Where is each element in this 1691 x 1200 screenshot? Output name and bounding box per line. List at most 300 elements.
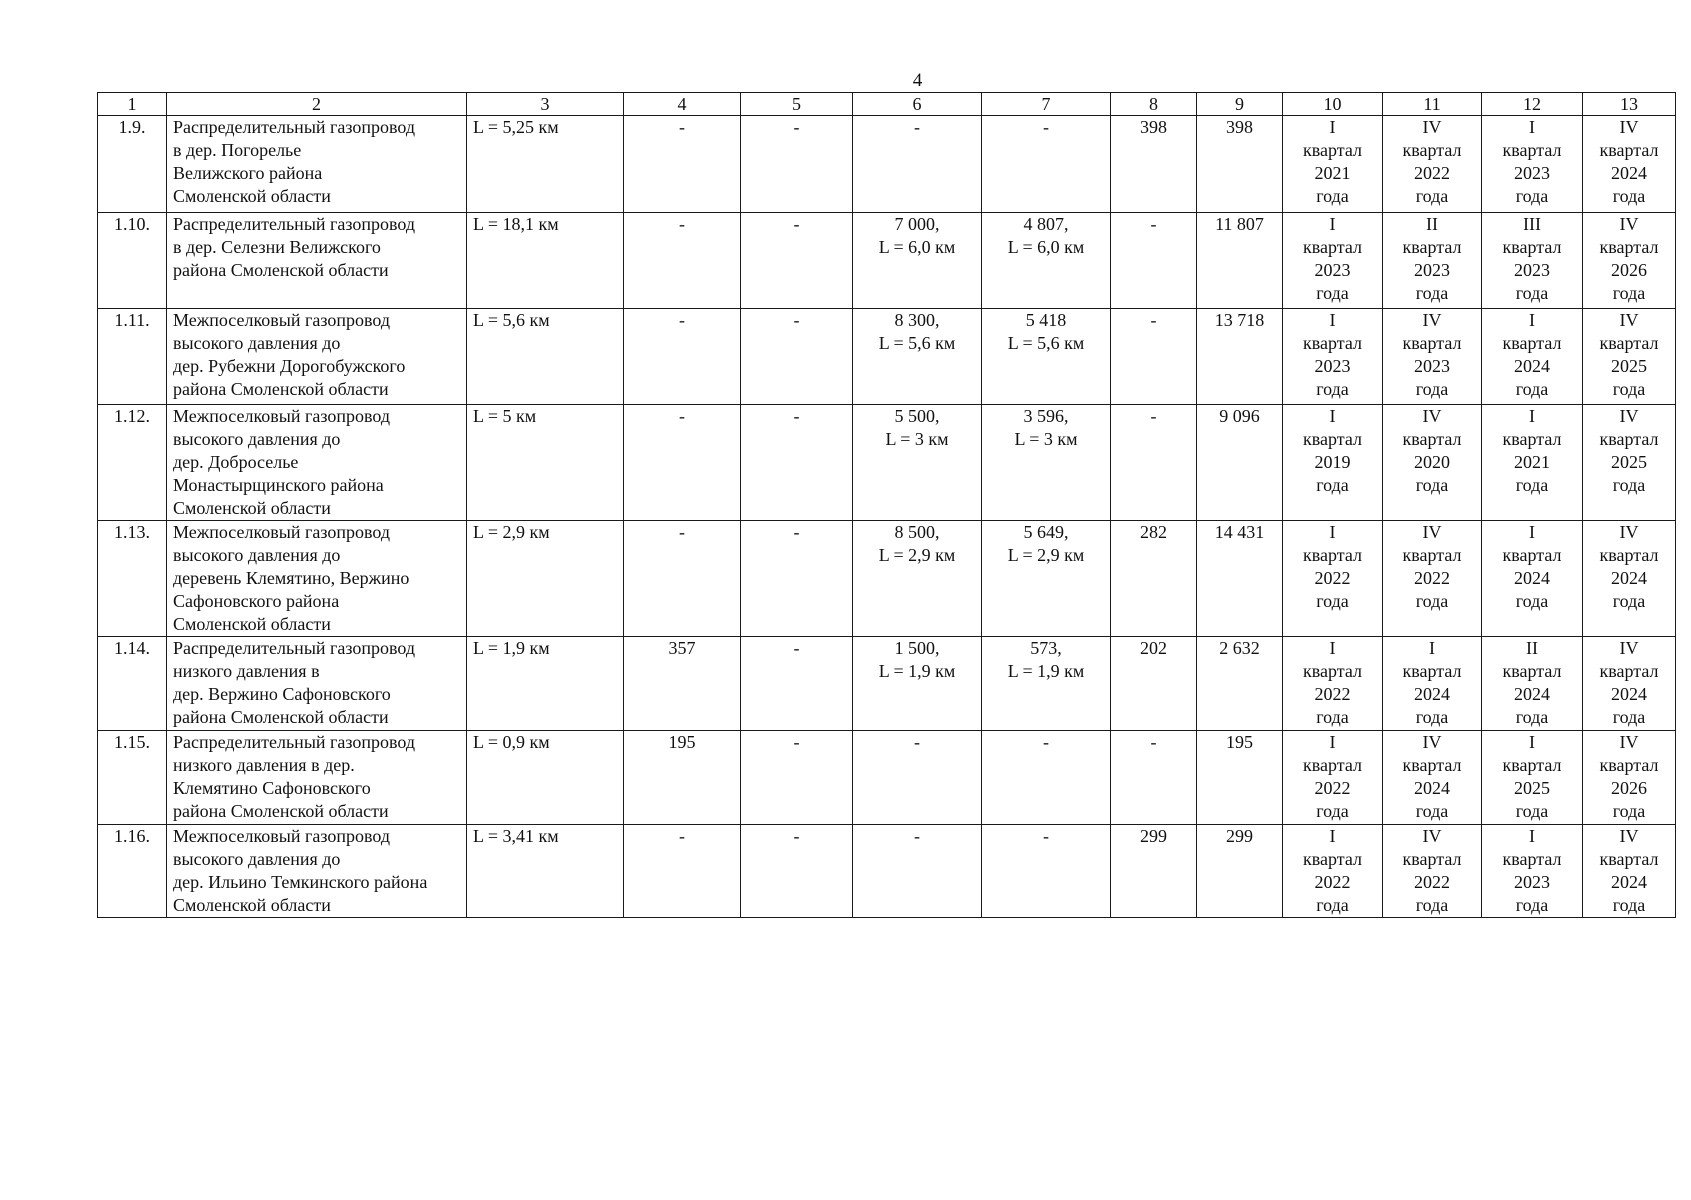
object-name-line: Распределительный газопровод bbox=[173, 638, 416, 658]
year-word: года bbox=[1515, 801, 1549, 821]
quarter-roman: IV bbox=[1619, 826, 1639, 846]
quarter-year: 2022 bbox=[1314, 568, 1351, 588]
year-word: года bbox=[1415, 379, 1449, 399]
value-col-6 bbox=[853, 731, 982, 825]
value-col-8: 282 bbox=[1111, 521, 1197, 637]
object-name-line: Клемятино Сафоновского bbox=[173, 778, 371, 798]
quarter-year: 2026 bbox=[1611, 778, 1647, 798]
year-word: года bbox=[1415, 895, 1449, 915]
quarter-13 bbox=[1583, 116, 1676, 213]
table-row bbox=[98, 213, 1676, 309]
quarter-word: квартал bbox=[1502, 429, 1562, 449]
quarter-year: 2024 bbox=[1514, 568, 1550, 588]
quarter-word: квартал bbox=[1303, 755, 1362, 775]
value-col-9: 398 bbox=[1197, 116, 1283, 213]
year-word: года bbox=[1316, 379, 1349, 399]
object-name-line: высокого давления до bbox=[173, 429, 341, 449]
value-col-6 bbox=[853, 637, 982, 731]
year-word: года bbox=[1612, 475, 1646, 495]
quarter-10 bbox=[1283, 309, 1383, 405]
year-word: года bbox=[1612, 186, 1646, 206]
quarter-year: 2022 bbox=[1314, 778, 1351, 798]
quarter-year: 2024 bbox=[1611, 684, 1647, 704]
column-header-12: 12 bbox=[1482, 93, 1583, 116]
quarter-word: квартал bbox=[1402, 755, 1462, 775]
quarter-word: квартал bbox=[1599, 429, 1659, 449]
quarter-13 bbox=[1583, 309, 1676, 405]
quarter-10 bbox=[1283, 213, 1383, 309]
value-col-6-line: 8 500, bbox=[894, 522, 940, 542]
quarter-roman: IV bbox=[1619, 117, 1639, 137]
quarter-13 bbox=[1583, 405, 1676, 521]
value-col-7 bbox=[982, 405, 1111, 521]
quarter-word: квартал bbox=[1599, 849, 1659, 869]
quarter-roman: IV bbox=[1619, 638, 1639, 658]
value-col-6 bbox=[853, 825, 982, 918]
value-col-9: 11 807 bbox=[1197, 213, 1283, 309]
value-col-9: 2 632 bbox=[1197, 637, 1283, 731]
year-word: года bbox=[1415, 707, 1449, 727]
value-col-7-line: - bbox=[1043, 826, 1049, 846]
pipeline-length: L = 5,25 км bbox=[467, 116, 624, 213]
object-name-line: дер. Вержино Сафоновского bbox=[173, 684, 391, 704]
table-row bbox=[98, 637, 1676, 731]
value-col-7-line: 4 807, bbox=[1023, 214, 1069, 234]
quarter-12 bbox=[1482, 637, 1583, 731]
quarter-word: квартал bbox=[1303, 333, 1362, 353]
year-word: года bbox=[1415, 475, 1449, 495]
quarter-roman: IV bbox=[1422, 732, 1442, 752]
quarter-year: 2023 bbox=[1514, 163, 1550, 183]
value-col-5: - bbox=[741, 405, 853, 521]
row-number: 1.15. bbox=[98, 731, 167, 825]
year-word: года bbox=[1515, 186, 1549, 206]
pipeline-length: L = 1,9 км bbox=[467, 637, 624, 731]
quarter-roman: IV bbox=[1422, 310, 1442, 330]
quarter-roman: I bbox=[1529, 522, 1535, 542]
quarter-13 bbox=[1583, 521, 1676, 637]
year-word: года bbox=[1415, 283, 1449, 303]
object-name-line: высокого давления до bbox=[173, 333, 341, 353]
column-header-2: 2 bbox=[167, 93, 467, 116]
quarter-word: квартал bbox=[1599, 237, 1659, 257]
quarter-year: 2025 bbox=[1611, 452, 1647, 472]
quarter-word: квартал bbox=[1599, 661, 1659, 681]
object-name-line: Межпоселковый газопровод bbox=[173, 826, 391, 846]
object-name-line: Смоленской области bbox=[173, 186, 331, 206]
object-name bbox=[167, 405, 467, 521]
object-name-line: Смоленской области bbox=[173, 895, 331, 915]
value-col-7 bbox=[982, 116, 1111, 213]
quarter-word: квартал bbox=[1303, 237, 1362, 257]
year-word: года bbox=[1316, 895, 1349, 915]
quarter-11 bbox=[1383, 405, 1482, 521]
quarter-year: 2024 bbox=[1514, 356, 1550, 376]
object-name-line: низкого давления в bbox=[173, 661, 320, 681]
value-col-6-line: L = 6,0 км bbox=[878, 237, 956, 257]
quarter-word: квартал bbox=[1599, 140, 1659, 160]
quarter-year: 2021 bbox=[1314, 163, 1351, 183]
object-name-line: дер. Рубежни Дорогобужского bbox=[173, 356, 406, 376]
quarter-year: 2022 bbox=[1414, 872, 1450, 892]
table-row bbox=[98, 405, 1676, 521]
year-word: года bbox=[1612, 801, 1646, 821]
value-col-5: - bbox=[741, 213, 853, 309]
quarter-roman: I bbox=[1529, 310, 1535, 330]
object-name-line: высокого давления до bbox=[173, 545, 341, 565]
quarter-word: квартал bbox=[1502, 333, 1562, 353]
quarter-word: квартал bbox=[1402, 140, 1462, 160]
pipeline-length: L = 18,1 км bbox=[467, 213, 624, 309]
value-col-4: - bbox=[624, 213, 741, 309]
quarter-13 bbox=[1583, 637, 1676, 731]
column-header-6: 6 bbox=[853, 93, 982, 116]
quarter-11 bbox=[1383, 521, 1482, 637]
quarter-year: 2025 bbox=[1611, 356, 1647, 376]
value-col-7 bbox=[982, 309, 1111, 405]
quarter-13 bbox=[1583, 825, 1676, 918]
object-name-line: Распределительный газопровод bbox=[173, 117, 416, 137]
value-col-7-line: - bbox=[1043, 732, 1049, 752]
quarter-year: 2023 bbox=[1314, 356, 1351, 376]
quarter-roman: I bbox=[1529, 826, 1535, 846]
quarter-roman: I bbox=[1329, 826, 1336, 846]
value-col-7 bbox=[982, 213, 1111, 309]
quarter-word: квартал bbox=[1502, 237, 1562, 257]
quarter-year: 2023 bbox=[1414, 356, 1450, 376]
value-col-6-line: L = 1,9 км bbox=[878, 661, 956, 681]
object-name-line: дер. Ильино Темкинского района bbox=[173, 872, 428, 892]
value-col-8: 299 bbox=[1111, 825, 1197, 918]
year-word: года bbox=[1415, 186, 1449, 206]
value-col-4: 357 bbox=[624, 637, 741, 731]
object-name-line: Велижского района bbox=[173, 163, 323, 183]
quarter-year: 2023 bbox=[1514, 872, 1550, 892]
quarter-word: квартал bbox=[1303, 849, 1362, 869]
year-word: года bbox=[1612, 591, 1646, 611]
value-col-4: - bbox=[624, 521, 741, 637]
quarter-11 bbox=[1383, 116, 1482, 213]
quarter-word: квартал bbox=[1502, 545, 1562, 565]
quarter-13 bbox=[1583, 731, 1676, 825]
row-number: 1.13. bbox=[98, 521, 167, 637]
quarter-word: квартал bbox=[1402, 661, 1462, 681]
object-name bbox=[167, 731, 467, 825]
quarter-12 bbox=[1482, 405, 1583, 521]
row-number: 1.11. bbox=[98, 309, 167, 405]
quarter-roman: I bbox=[1329, 638, 1336, 658]
year-word: года bbox=[1515, 283, 1549, 303]
value-col-7-line: L = 6,0 км bbox=[1007, 237, 1085, 257]
quarter-word: квартал bbox=[1502, 661, 1562, 681]
value-col-8: - bbox=[1111, 405, 1197, 521]
value-col-7-line: 5 649, bbox=[1023, 522, 1069, 542]
value-col-8: 202 bbox=[1111, 637, 1197, 731]
value-col-5: - bbox=[741, 309, 853, 405]
year-word: года bbox=[1612, 283, 1646, 303]
object-name-line: района Смоленской области bbox=[173, 379, 389, 399]
quarter-word: квартал bbox=[1502, 755, 1562, 775]
quarter-year: 2022 bbox=[1414, 568, 1450, 588]
value-col-7-line: 3 596, bbox=[1023, 406, 1069, 426]
quarter-word: квартал bbox=[1303, 661, 1362, 681]
quarter-year: 2022 bbox=[1414, 163, 1450, 183]
value-col-6-line: 5 500, bbox=[894, 406, 940, 426]
column-header-10: 10 bbox=[1283, 93, 1383, 116]
object-name-line: Распределительный газопровод bbox=[173, 214, 416, 234]
year-word: года bbox=[1316, 283, 1349, 303]
year-word: года bbox=[1612, 895, 1646, 915]
quarter-11 bbox=[1383, 309, 1482, 405]
quarter-roman: III bbox=[1523, 214, 1541, 234]
quarter-10 bbox=[1283, 731, 1383, 825]
column-header-3: 3 bbox=[467, 93, 624, 116]
quarter-roman: IV bbox=[1619, 732, 1639, 752]
object-name bbox=[167, 309, 467, 405]
quarter-year: 2023 bbox=[1414, 260, 1450, 280]
quarter-roman: I bbox=[1329, 522, 1336, 542]
value-col-9: 13 718 bbox=[1197, 309, 1283, 405]
object-name-line: района Смоленской области bbox=[173, 260, 389, 280]
value-col-6-line: 1 500, bbox=[894, 638, 940, 658]
quarter-11 bbox=[1383, 213, 1482, 309]
column-header-11: 11 bbox=[1383, 93, 1482, 116]
quarter-word: квартал bbox=[1402, 333, 1462, 353]
value-col-4: - bbox=[624, 405, 741, 521]
value-col-6 bbox=[853, 116, 982, 213]
quarter-roman: IV bbox=[1422, 826, 1442, 846]
value-col-8: - bbox=[1111, 213, 1197, 309]
year-word: года bbox=[1316, 801, 1349, 821]
quarter-year: 2023 bbox=[1514, 260, 1550, 280]
quarter-roman: IV bbox=[1619, 214, 1639, 234]
quarter-year: 2021 bbox=[1514, 452, 1550, 472]
quarter-roman: II bbox=[1426, 214, 1438, 234]
quarter-12 bbox=[1482, 825, 1583, 918]
row-number: 1.9. bbox=[98, 116, 167, 213]
object-name-line: района Смоленской области bbox=[173, 801, 389, 821]
column-number-row bbox=[98, 93, 1676, 116]
quarter-11 bbox=[1383, 637, 1482, 731]
year-word: года bbox=[1612, 379, 1646, 399]
quarter-word: квартал bbox=[1303, 140, 1362, 160]
column-header-1: 1 bbox=[98, 93, 167, 116]
value-col-9: 299 bbox=[1197, 825, 1283, 918]
quarter-roman: I bbox=[1329, 406, 1336, 426]
value-col-6-line: - bbox=[914, 826, 920, 846]
value-col-5: - bbox=[741, 825, 853, 918]
object-name-line: района Смоленской области bbox=[173, 707, 389, 727]
object-name bbox=[167, 213, 467, 309]
quarter-roman: I bbox=[1529, 732, 1535, 752]
year-word: года bbox=[1316, 591, 1349, 611]
value-col-6 bbox=[853, 309, 982, 405]
year-word: года bbox=[1515, 379, 1549, 399]
quarter-12 bbox=[1482, 521, 1583, 637]
quarter-10 bbox=[1283, 637, 1383, 731]
quarter-year: 2019 bbox=[1314, 452, 1351, 472]
quarter-roman: I bbox=[1529, 406, 1535, 426]
column-header-4: 4 bbox=[624, 93, 741, 116]
year-word: года bbox=[1612, 707, 1646, 727]
quarter-roman: I bbox=[1529, 117, 1535, 137]
quarter-year: 2024 bbox=[1514, 684, 1550, 704]
pipeline-length: L = 5 км bbox=[467, 405, 624, 521]
quarter-word: квартал bbox=[1599, 333, 1659, 353]
page-number: 4 bbox=[912, 70, 923, 91]
year-word: года bbox=[1515, 895, 1549, 915]
value-col-7 bbox=[982, 825, 1111, 918]
column-header-13: 13 bbox=[1583, 93, 1676, 116]
row-number: 1.12. bbox=[98, 405, 167, 521]
object-name bbox=[167, 116, 467, 213]
quarter-10 bbox=[1283, 825, 1383, 918]
object-name-line: в дер. Селезни Велижского bbox=[173, 237, 381, 257]
value-col-6-line: 8 300, bbox=[894, 310, 940, 330]
row-number: 1.16. bbox=[98, 825, 167, 918]
table-row bbox=[98, 731, 1676, 825]
quarter-year: 2026 bbox=[1611, 260, 1647, 280]
quarter-10 bbox=[1283, 405, 1383, 521]
quarter-12 bbox=[1482, 213, 1583, 309]
quarter-word: квартал bbox=[1402, 545, 1462, 565]
object-name-line: деревень Клемятино, Вержино bbox=[173, 568, 410, 588]
table-row bbox=[98, 521, 1676, 637]
object-name-line: Распределительный газопровод bbox=[173, 732, 416, 752]
object-name-line: высокого давления до bbox=[173, 849, 341, 869]
column-header-9: 9 bbox=[1197, 93, 1283, 116]
value-col-6 bbox=[853, 521, 982, 637]
value-col-8: 398 bbox=[1111, 116, 1197, 213]
value-col-6-line: L = 5,6 км bbox=[878, 333, 956, 353]
value-col-8: - bbox=[1111, 309, 1197, 405]
pipeline-length: L = 0,9 км bbox=[467, 731, 624, 825]
quarter-year: 2024 bbox=[1414, 778, 1450, 798]
object-name-line: дер. Доброселье bbox=[173, 452, 299, 472]
pipeline-length: L = 2,9 км bbox=[467, 521, 624, 637]
quarter-11 bbox=[1383, 825, 1482, 918]
quarter-roman: IV bbox=[1619, 406, 1639, 426]
quarter-roman: IV bbox=[1422, 406, 1442, 426]
value-col-7 bbox=[982, 521, 1111, 637]
year-word: года bbox=[1316, 475, 1349, 495]
value-col-7-line: L = 1,9 км bbox=[1007, 661, 1085, 681]
value-col-7 bbox=[982, 637, 1111, 731]
quarter-year: 2025 bbox=[1514, 778, 1550, 798]
row-number: 1.14. bbox=[98, 637, 167, 731]
value-col-8: - bbox=[1111, 731, 1197, 825]
column-header-5: 5 bbox=[741, 93, 853, 116]
object-name bbox=[167, 825, 467, 918]
table-row bbox=[98, 309, 1676, 405]
quarter-12 bbox=[1482, 731, 1583, 825]
object-name-line: Сафоновского района bbox=[173, 591, 340, 611]
quarter-word: квартал bbox=[1303, 429, 1362, 449]
value-col-6-line: - bbox=[914, 732, 920, 752]
value-col-4: - bbox=[624, 116, 741, 213]
value-col-7-line: 573, bbox=[1030, 638, 1062, 658]
value-col-9: 195 bbox=[1197, 731, 1283, 825]
quarter-roman: I bbox=[1329, 732, 1336, 752]
quarter-word: квартал bbox=[1599, 755, 1659, 775]
value-col-7-line: - bbox=[1043, 117, 1049, 137]
quarter-year: 2022 bbox=[1314, 684, 1351, 704]
value-col-9: 14 431 bbox=[1197, 521, 1283, 637]
quarter-year: 2020 bbox=[1414, 452, 1450, 472]
value-col-5: - bbox=[741, 521, 853, 637]
quarter-roman: I bbox=[1329, 310, 1336, 330]
value-col-7-line: L = 3 км bbox=[1014, 429, 1078, 449]
table-body bbox=[98, 116, 1676, 918]
quarter-12 bbox=[1482, 116, 1583, 213]
value-col-4: - bbox=[624, 825, 741, 918]
quarter-word: квартал bbox=[1402, 237, 1462, 257]
quarter-word: квартал bbox=[1502, 140, 1562, 160]
year-word: года bbox=[1316, 186, 1349, 206]
year-word: года bbox=[1515, 591, 1549, 611]
quarter-roman: IV bbox=[1619, 522, 1639, 542]
quarter-word: квартал bbox=[1303, 545, 1362, 565]
value-col-7-line: L = 2,9 км bbox=[1007, 545, 1085, 565]
value-col-7-line: 5 418 bbox=[1025, 310, 1067, 330]
value-col-4: 195 bbox=[624, 731, 741, 825]
value-col-7 bbox=[982, 731, 1111, 825]
quarter-roman: I bbox=[1329, 117, 1336, 137]
column-header-7: 7 bbox=[982, 93, 1111, 116]
value-col-6 bbox=[853, 213, 982, 309]
object-name-line: Монастырщинского района bbox=[173, 475, 384, 495]
quarter-year: 2023 bbox=[1314, 260, 1351, 280]
year-word: года bbox=[1515, 707, 1549, 727]
quarter-year: 2024 bbox=[1611, 163, 1647, 183]
quarter-12 bbox=[1482, 309, 1583, 405]
quarter-year: 2024 bbox=[1611, 568, 1647, 588]
object-name bbox=[167, 521, 467, 637]
object-name-line: Смоленской области bbox=[173, 498, 331, 518]
year-word: года bbox=[1415, 801, 1449, 821]
quarter-word: квартал bbox=[1599, 545, 1659, 565]
object-name bbox=[167, 637, 467, 731]
quarter-roman: I bbox=[1429, 638, 1435, 658]
value-col-5: - bbox=[741, 116, 853, 213]
quarter-word: квартал bbox=[1402, 849, 1462, 869]
quarter-11 bbox=[1383, 731, 1482, 825]
value-col-5: - bbox=[741, 637, 853, 731]
quarter-10 bbox=[1283, 521, 1383, 637]
value-col-6-line: - bbox=[914, 117, 920, 137]
quarter-year: 2024 bbox=[1414, 684, 1450, 704]
year-word: года bbox=[1415, 591, 1449, 611]
value-col-7-line: L = 5,6 км bbox=[1007, 333, 1085, 353]
pipeline-length: L = 3,41 км bbox=[467, 825, 624, 918]
object-name-line: Межпоселковый газопровод bbox=[173, 310, 391, 330]
value-col-5: - bbox=[741, 731, 853, 825]
table-row bbox=[98, 116, 1676, 213]
object-name-line: Межпоселковый газопровод bbox=[173, 406, 391, 426]
quarter-roman: II bbox=[1526, 638, 1538, 658]
object-name-line: Межпоселковый газопровод bbox=[173, 522, 391, 542]
column-header-8: 8 bbox=[1111, 93, 1197, 116]
quarter-10 bbox=[1283, 116, 1383, 213]
value-col-6 bbox=[853, 405, 982, 521]
object-name-line: низкого давления в дер. bbox=[173, 755, 355, 775]
quarter-13 bbox=[1583, 213, 1676, 309]
year-word: года bbox=[1316, 707, 1349, 727]
object-name-line: в дер. Погорелье bbox=[173, 140, 302, 160]
quarter-word: квартал bbox=[1402, 429, 1462, 449]
value-col-6-line: L = 3 км bbox=[885, 429, 949, 449]
quarter-roman: I bbox=[1329, 214, 1336, 234]
